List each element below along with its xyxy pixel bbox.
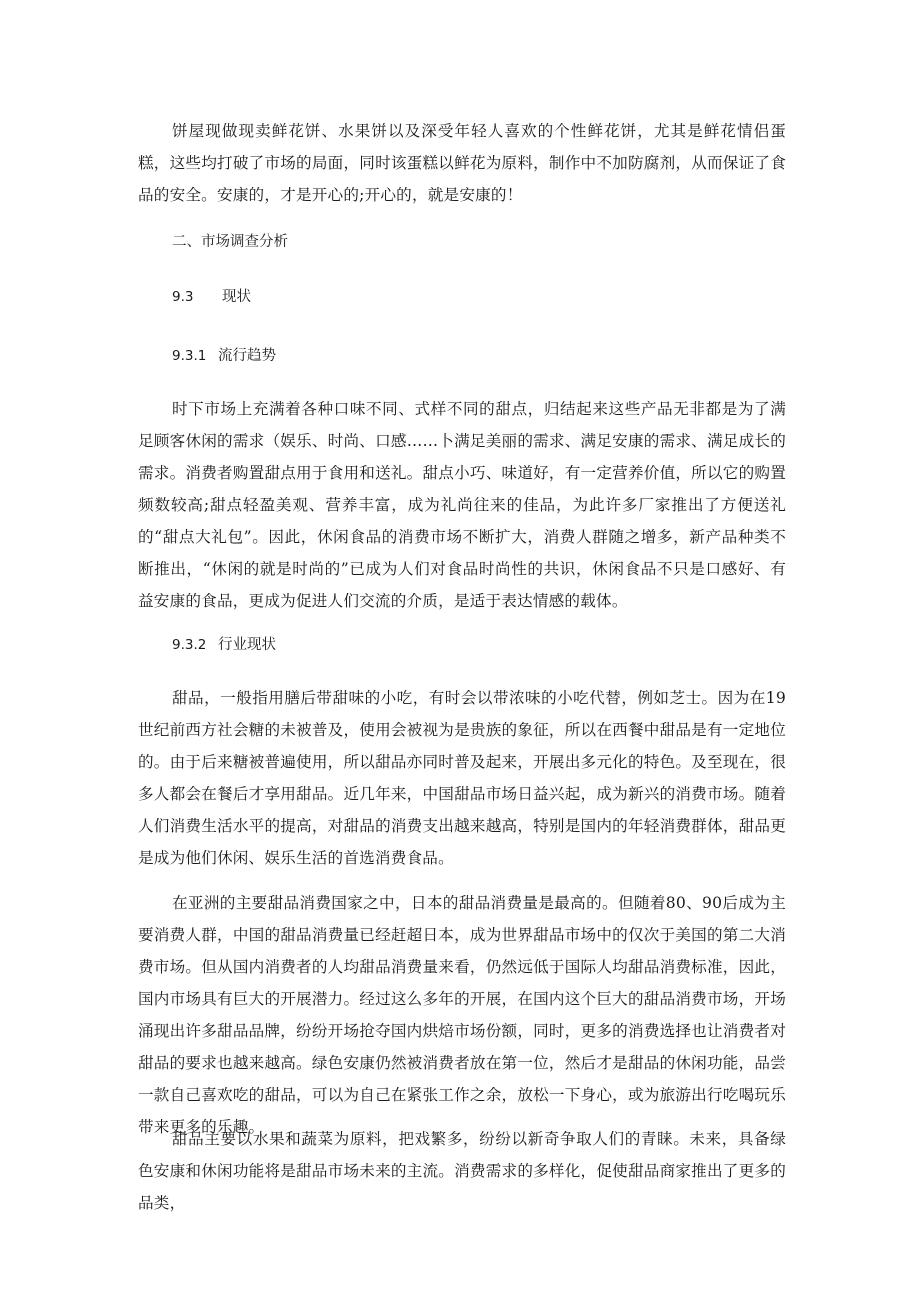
- paragraph-ingredients: 甜品主要以水果和蔬菜为原料，把戏繁多，纷纷以新奇争取人们的青睐。未来，具备绿色安康和休闲功能将是甜品市场未来的主流。消费需求的多样化，促使甜品商家推出了更多的品类，: [138, 1130, 786, 1212]
- heading-number: 9.3.2: [172, 637, 207, 653]
- section-heading-market-analysis: 二、市场调查分析: [172, 234, 288, 250]
- paragraph-flower-cake: 饼屋现做现卖鲜花饼、水果饼以及深受年轻人喜欢的个性鲜花饼，尤其是鲜花情侣蛋糕，这些均打破了市场的局面，同时该蛋糕以鲜花为原料，制作中不加防腐剂，从而保证了食品的安全。安康的，才是开心的;开心的，就是安康的！: [138, 122, 786, 204]
- paragraph-trends: 时下市场上充满着各种口味不同、式样不同的甜点，归结起来这些产品无非都是为了满足顾客休闲的需求（娱乐、时尚、口感……卜满足美丽的需求、满足安康的需求、满足成长的需求。消费者购置甜点用于食用和送礼。甜点小巧、味道好，有一定营养价值，所以它的购置频数较高;甜点轻盈美观、营养丰富，成为礼尚往来的佳品，为此许多厂家推出了方便送礼的“甜点大礼包”。因此，休闲食品的消费市场不断扩大，消费人群随之增多，新产品种类不断推出，“休闲的就是时尚的”已成为人们对食品时尚性的共识，休闲食品不只是口感好、有益安康的食品，更成为促进人们交流的介质，是适于表达情感的载体。: [138, 400, 786, 610]
- heading-number: 9.3: [172, 289, 194, 305]
- heading-9-3-2: [172, 635, 276, 655]
- paragraph-dessert-history: 甜品，一般指用膳后带甜味的小吃，有时会以带浓味的小吃代替，例如芝士。因为在19世纪前西方社会糖的未被普及，使用会被视为是贵族的象征，所以在西餐中甜品是有一定地位的。由于后来糖被普遍使用，所以甜品亦同时普及起来，开展出多元化的特色。及至现在，很多人都会在餐后才享用甜品。近几年来，中国甜品市场日益兴起，成为新兴的消费市场。随着人们消费生活水平的提高，对甜品的消费支出越来越高，特别是国内的年轻消费群体，甜品更是成为他们休闲、娱乐生活的首选消费食品。: [138, 689, 786, 867]
- heading-title: 行业现状: [218, 637, 276, 653]
- paragraph-asia-market: 在亚洲的主要甜品消费国家之中，日本的甜品消费量是最高的。但随着80、90后成为主要消费人群，中国的甜品消费量已经赶超日本，成为世界甜品市场中的仅次于美国的第二大消费市场。但从国内消费者的人均甜品消费量来看，仍然远低于国际人均甜品消费标准，因此，国内市场具有巨大的开展潜力。经过这么多年的开展，在国内这个巨大的甜品消费市场，开场涌现出许多甜品品牌，纷纷开场抢夺国内烘焙市场份额，同时，更多的消费选择也让消费者对甜品的要求也越来越高。绿色安康仍然被消费者放在第一位，然后才是甜品的休闲功能，品尝一款自己喜欢吃的甜品，可以为自己在紧张工作之余，放松一下身心，或为旅游出行吃喝玩乐带来更多的乐趣。: [138, 894, 786, 1136]
- heading-9-3-1: [172, 346, 276, 366]
- heading-number: 9.3.1: [172, 348, 207, 364]
- heading-9-3: [172, 287, 251, 307]
- heading-title: 流行趋势: [218, 348, 276, 364]
- heading-title: 现状: [222, 289, 251, 305]
